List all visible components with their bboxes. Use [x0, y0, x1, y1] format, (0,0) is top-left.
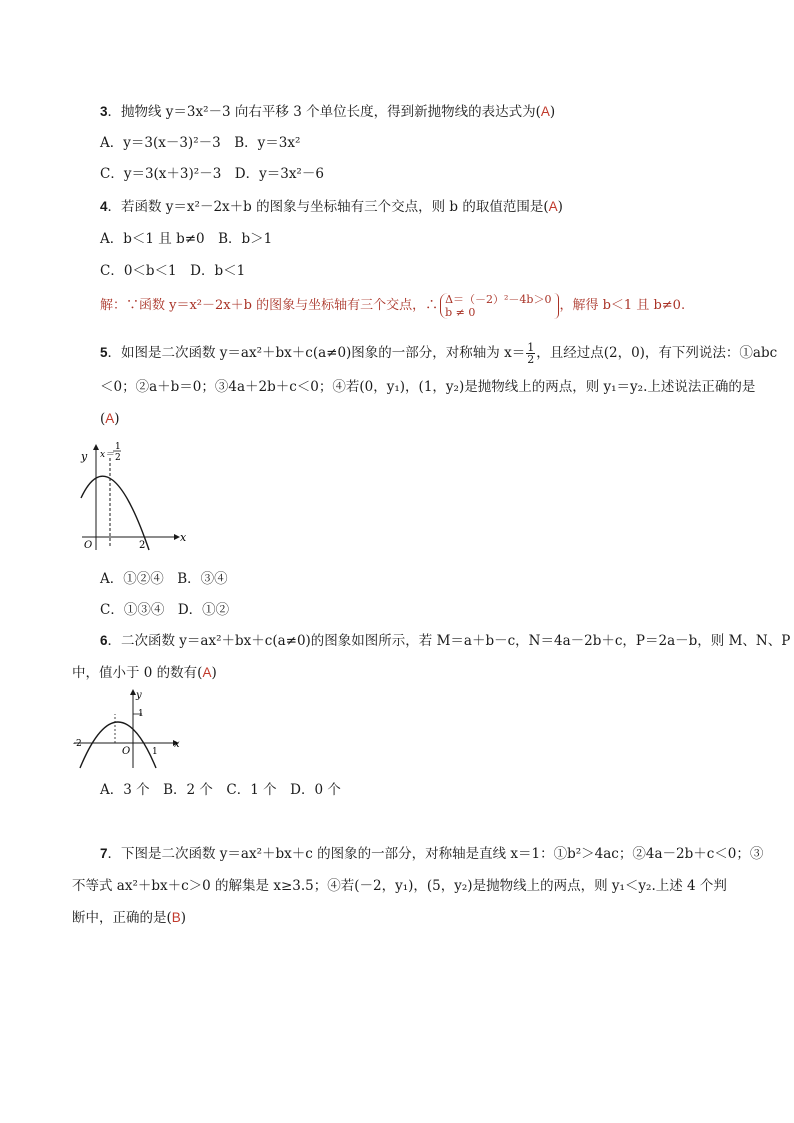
question-6-graph [70, 686, 185, 771]
q5-axis-label: x＝ [100, 450, 115, 460]
q6-parabola [80, 722, 156, 768]
question-5-open: ( [100, 411, 106, 427]
question-5-answer-line [100, 410, 120, 428]
q5-y-label: y [81, 450, 88, 463]
question-5-options-2: C．①③④ D．①② [100, 602, 230, 618]
question-4-close: ) [557, 199, 563, 215]
question-3-answer: A [540, 104, 550, 119]
question-6-text: ．二次函数 y＝ax²＋bx＋c(a≠0)的图象如图所示，若 M＝a＋b－c，N＝4a－2b＋c，P＝2a－b，则 M、N、P [107, 633, 791, 649]
q5-axis-frac-top: 1 [115, 442, 121, 452]
question-4-equation-system [440, 293, 557, 319]
question-5-number: 5 [100, 345, 108, 360]
question-3-options-2: C．y＝3(x＋3)²－3 D．y＝3x²－6 [100, 166, 324, 182]
question-5-answer: A [105, 411, 115, 426]
question-7-line-3 [72, 909, 186, 927]
question-5-fraction-top: 1 [527, 341, 535, 354]
question-5-options-1: A．①②④ B．③④ [100, 571, 228, 587]
question-4-solution-prefix: 解：∵函数 y＝x²－2x＋b 的图象与坐标轴有三个交点，∴ [100, 298, 439, 313]
question-4-text: ．若函数 y＝x²－2x＋b 的图象与坐标轴有三个交点，则 b 的取值范围是( [107, 199, 549, 215]
q5-axis-frac-bottom: 2 [115, 453, 121, 463]
question-5-graph [78, 438, 188, 553]
question-7-stem [100, 845, 763, 863]
question-3-text: ．抛物线 y＝3x²－3 向右平移 3 个单位长度，得到新抛物线的表达式为( [107, 104, 541, 120]
question-7-line-3-text: 断中，正确的是( [72, 910, 172, 926]
question-7-answer: B [171, 910, 181, 925]
question-3-number: 3 [100, 104, 108, 119]
question-3-close: ) [549, 104, 556, 120]
q5-y-arrow [93, 444, 99, 450]
q6-y-label: y [136, 690, 142, 701]
q6-left-label: -2 [73, 739, 82, 749]
question-3-options-1: A．y＝3(x－3)²－3 B．y＝3x² [100, 135, 301, 151]
question-5-line-2: ＜0；②a＋b＝0；③4a＋2b＋c＜0；④若(0，y₁)，(1，y₂)是抛物线上的两点，则 y₁＝y₂.上述说法正确的是 [100, 379, 756, 395]
question-4-system-line-2: b ≠ 0 [445, 305, 476, 319]
question-4-solution [100, 291, 685, 321]
question-4-options-1: A．b＜1 且 b≠0 B．b＞1 [100, 231, 273, 247]
question-6-close: ) [211, 665, 217, 681]
question-4-solution-suffix: ，解得 b＜1 且 b≠0. [559, 298, 686, 313]
q5-origin-label: O [84, 540, 93, 551]
question-7-close: ) [180, 910, 187, 926]
question-5-text-b: ，且经过点(2，0)，有下列说法：①abc [536, 345, 778, 361]
question-5-close: ) [114, 411, 120, 427]
q6-x-label: x [174, 739, 180, 750]
question-4-options-2: C．0＜b＜1 D．b＜1 [100, 263, 246, 279]
question-6-line-2-text: 中，值小于 0 的数有( [72, 665, 203, 681]
q5-x-label: x [180, 531, 187, 544]
q6-origin-label: O [122, 746, 131, 757]
question-4-system-line-1: Δ＝（－2）²－4b＞0 [445, 292, 552, 306]
question-4-number: 4 [100, 199, 108, 214]
question-7-number: 7 [100, 846, 108, 861]
question-6-line-2 [72, 664, 217, 682]
question-6-stem [100, 632, 790, 650]
question-6-answer: A [202, 665, 212, 680]
question-7-text: ．下图是二次函数 y＝ax²＋bx＋c 的图象的一部分，对称轴是直线 x＝1：①b²＞4ac；②4a－2b＋c＜0；③ [107, 846, 764, 862]
question-5-fraction [526, 342, 535, 365]
question-4-stem [100, 198, 563, 216]
q5-root-label: 2 [139, 540, 146, 551]
question-5-stem [100, 341, 777, 365]
q6-one-label: 1 [152, 747, 158, 757]
q5-parabola [81, 476, 149, 550]
q6-top-label: 1 [138, 709, 144, 719]
question-4-answer: A [548, 199, 558, 214]
question-6-number: 6 [100, 633, 108, 648]
question-5-text-a: ．如图是二次函数 y＝ax²＋bx＋c(a≠0)图象的一部分，对称轴为 x＝ [107, 345, 526, 361]
question-6-options: A．3 个 B．2 个 C．1 个 D．0 个 [100, 782, 341, 798]
question-7-line-2: 不等式 ax²＋bx＋c＞0 的解集是 x≥3.5；④若(－2，y₁)，(5，y₂)是抛物线上的两点，则 y₁＜y₂.上述 4 个判 [72, 878, 727, 894]
question-3-stem [100, 103, 555, 121]
question-5-fraction-bottom: 2 [527, 353, 535, 366]
